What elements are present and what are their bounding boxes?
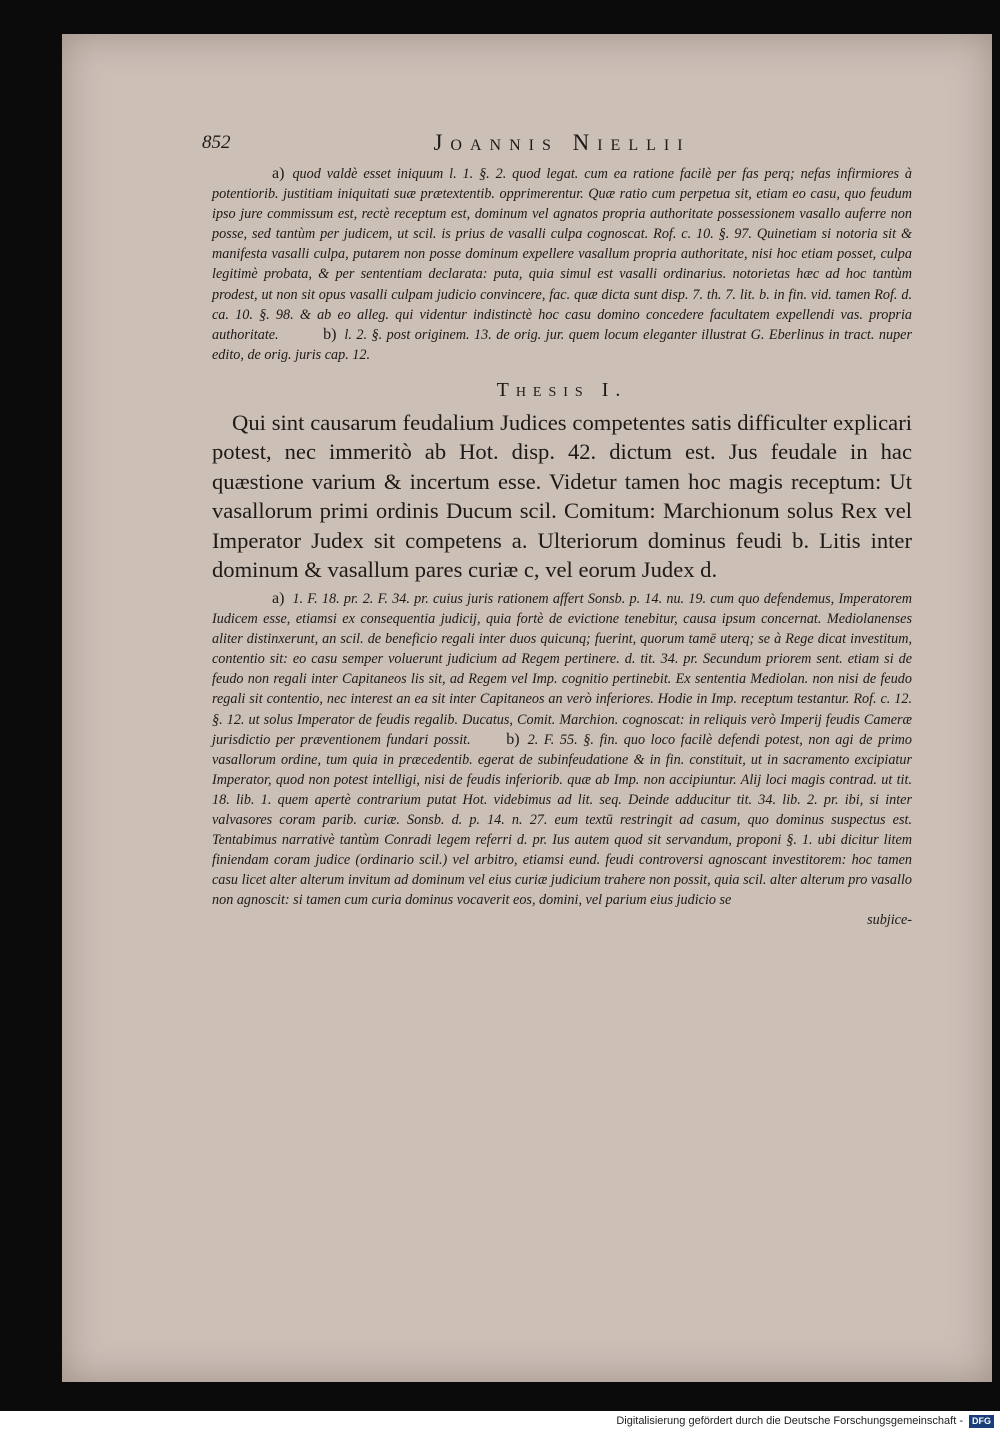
page-number: 852	[202, 132, 231, 153]
footnote-text: l. 2. §. post originem. 13. de orig. jur. quem locum eleganter illustrat G. Eberlinus in tract. nuper edito, de orig. juris cap. 12.	[212, 326, 912, 363]
running-head: Joannis Niellii	[433, 130, 691, 155]
thesis-text: Qui sint causarum feudalium Judices competentes satis difficulter explicari potest, nec immeritò ab Hot. disp. 42. dictum est. Jus feudale in hac quæstione varium & incertum esse. Videtur tamen hoc magis receptum: Ut vasallorum primi ordinis Ducum scil. Comitum: Marchionum solus Rex vel Imperator Judex sit competens a. Ulteriorum dominus feudi b. Litis inter dominum & vasallum pares curiæ c, vel eorum Judex d.	[212, 409, 912, 583]
page-header	[202, 130, 912, 164]
footnote-a-bottom	[212, 589, 912, 911]
dfg-logo-icon[interactable]: DFG	[969, 1415, 994, 1428]
footnote-marker: b)	[506, 730, 520, 748]
footnote-marker: b)	[323, 325, 337, 343]
catchword: subjice-	[867, 912, 912, 929]
thesis-title: Thesis I.	[496, 378, 628, 401]
page-content	[202, 130, 913, 929]
footnote-marker: a)	[272, 589, 285, 607]
scanned-page	[62, 34, 992, 1382]
footer-text: Digitalisierung gefördert durch die Deutsche Forschungsgemeinschaft -	[616, 1415, 963, 1427]
digitization-footer	[0, 1411, 1000, 1431]
footnote-a-top	[212, 164, 912, 365]
footnote-marker: a)	[272, 165, 285, 182]
footnote-text: 2. F. 55. §. fin. quo loco facilè defendi potest, non agi de primo vasallorum ordine, tum quia in præcedentib. egerat de subinfeudatione & in fin. constituit, ut in sacramento excipiatur Imperator, quod non potest intelligi, nisi de feudis inferiorib. quæ ab Imp. non accipiuntur. Alij loci magis contrad. ut tit. 18. lib. 1. quem apertè contrarium putat Hot. videbimus ad lit. seq. Deinde adducitur tit. 34. lib. 2. pr. ibi, si inter valvasores coram parib. curiæ. Sonsb. d. p. 14. n. 27. eum textū restringit ad casum, quo dominus suspectus est. Tentabimus narrativè tantùm Conradi legem referri d. pr. Ius autem quod sit servandum, proponi §. 1. ubi dicitur litem finiendam coram judice (ordinario scil.) vel arbitro, etiamsi eund. feudi controversi agnoscant investitorem: hoc tamen casu licet alter alterum invitum ad dominum vel eius curiæ judicium trahere non possit, quia scil. alter alterum pro vasallo non agnoscit: si tamen cum curia dominus vocaverit eos, domini, vel parium eius judicio se	[212, 731, 913, 909]
footnote-text: quod valdè esset iniquum l. 1. §. 2. quod legat. cum ea ratione facilè per fas perq; nefas infirmiores à potentiorib. justitiam iniquitati suæ prætextentib. opprimerentur. Quæ ratio cum perpetua sit, etiam eo casu, quo feudum ipso jure commissum est, rectè receptum est, dominum vel agnatos propria authoritate possessionem vasallo auferre non posse, sed tantùm per judicem, ut scil. is prius de vasalli culpa cognoscat. Rof. c. 10. §. 97. Quinetiam si notoria sit & manifesta vasalli culpa, putarem non posse dominum expellere vasallum propria authoritate, nisi hoc etiam posset, culpa legitimè probata, & per sententiam declarata: puta, quia simul est vasalli ordinarius. notorietas hæc ad hoc tantùm prodest, ut non sit opus vasalli culpam judicio convincere, fac. quæ dicta sunt disp. 7. th. 7. lit. b. in fin. vid. tamen Rof. d. ca. 10. §. 98. & ab eo alleg. qui videntur indistinctè hoc casu domino concedere facultatem expellendi vas. propria authoritate.	[212, 166, 912, 343]
footnote-text: 1. F. 18. pr. 2. F. 34. pr. cuius juris rationem affert Sonsb. p. 14. nu. 19. cum quo defendemus, Imperatorem Iudicem esse, etiamsi ex consequentia judicij, quia fortè de evictione tenebitur, causa ipsum concernat. Mediolanenses aliter distinxerunt, an scil. de beneficio regali inter duos quicunq; fuerint, quorum tamē uterq; se à Rege dicat investitum, contentio sit: eo casu semper voluerunt judicium ad Regem pertinere. d. tit. 34. pr. Secundum priorem sent. etiam si de feudo non regali inter Capitaneos lis sit, ad Regem vel Imp. cognitio pertinebit. Ex sententia Mediolan. non nisi de feudo regali sit contentio, nec interest an ea sit inter Capitaneos an verò inferiores. Hodie in Imp. receptum testantur. Rof. c. 12. §. 12. ut solus Imperator de feudis regalib. Ducatus, Comit. Marchion. cognoscat: in reliquis verò Imperij feudis Cameræ jurisdictio per præventionem fundari possit.	[212, 590, 912, 748]
